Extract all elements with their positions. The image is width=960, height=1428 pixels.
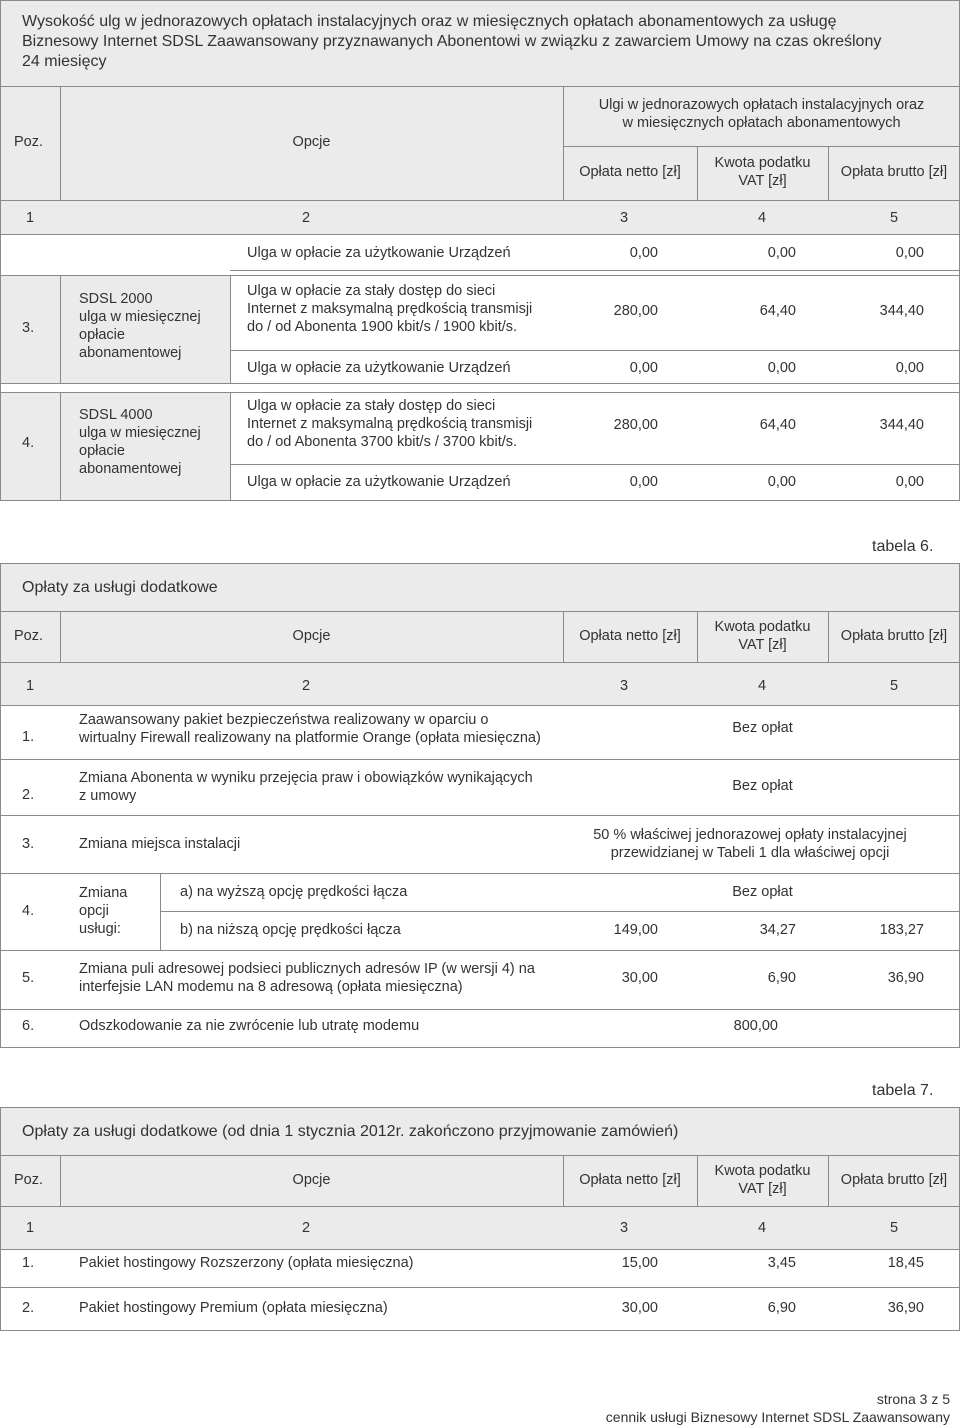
table3-header-opcje: Opcje [292,1172,331,1188]
table3-col-num-1: 1 [26,1220,35,1236]
table1-top-desc: Ulga w opłacie za użytkowanie Urządzeń [247,245,511,261]
table2-r2-poz: 2. [22,787,35,803]
table1-header-netto: Opłata netto [zł] [579,164,681,180]
table1-row4-poz: 4. [22,435,35,451]
table1-row3-brutto-a: 344,40 [879,303,924,319]
table1-header-ulgi: Ulgi w jednorazowych opłatach instalacyjnych oraz w miesięcznych opłatach abonamentowych [598,97,925,131]
table2-r4-a-desc: a) na wyższą opcję prędkości łącza [180,884,408,900]
table1-header-vat: Kwota podatku VAT [zł] [714,155,811,189]
table2-r5-netto: 30,00 [621,970,658,986]
table2-col-num-3: 3 [620,678,629,694]
table3-col-num-3: 3 [620,1220,629,1236]
table2-header-poz: Poz. [14,628,44,644]
table2-col-num-4: 4 [758,678,767,694]
table1-row4-desc-b: Ulga w opłacie za użytkowanie Urządzeń [247,474,511,490]
table1-row3-desc-a: Ulga w opłacie za stały dostęp do sieci Internet z maksymalną prędkością transmisji do / od Abonenta 1900 kbit/s / 1900 kbit/s. [247,283,533,335]
table2-r4-b-vat: 34,27 [759,922,796,938]
table2-header-vat: Kwota podatku VAT [zł] [714,619,811,653]
table3-header-vat: Kwota podatku VAT [zł] [714,1163,811,1197]
table2-header-brutto: Opłata brutto [zł] [840,628,948,644]
table3-col-num-4: 4 [758,1220,767,1236]
table2-r5-poz: 5. [22,970,35,986]
table2-r3-value: 50 % właściwej jednorazowej opłaty instalacyjnej przewidzianej w Tabeli 1 dla właściwej opcji [593,827,907,861]
table1-col-num-4: 4 [758,210,767,226]
table1-row4-option: SDSL 4000 ulga w miesięcznej opłacie abonamentowej [79,407,201,477]
table2-r3-desc: Zmiana miejsca instalacji [79,836,241,852]
table2-r4-a-value: Bez opłat [732,884,793,900]
table2-r4-b-desc: b) na niższą opcję prędkości łącza [180,922,401,938]
table2-title: Opłaty za usługi dodatkowe [22,579,218,596]
table1-row3-brutto-b: 0,00 [895,360,924,376]
table1-row4-netto-a: 280,00 [613,417,658,433]
table3-row1-vat: 3,45 [767,1255,796,1271]
table2-r2-desc: Zmiana Abonenta w wyniku przejęcia praw i obowiązków wynikających z umowy [79,770,533,804]
table2-r1-value: Bez opłat [732,720,793,736]
table3-title: Opłaty za usługi dodatkowe (od dnia 1 stycznia 2012r. zakończono przyjmowanie zamówień) [22,1123,679,1140]
table2-r4-b-brutto: 183,27 [879,922,924,938]
table2-r6-poz: 6. [22,1018,35,1034]
table1-col-num-1: 1 [26,210,35,226]
table1-row3-vat-a: 64,40 [759,303,796,319]
table3-row1-brutto: 18,45 [887,1255,924,1271]
table2-r2-value: Bez opłat [732,778,793,794]
table3-row2-netto: 30,00 [621,1300,658,1316]
table2-col-num-2: 2 [302,678,311,694]
table1-top-vat: 0,00 [767,245,796,261]
table3-label: tabela 7. [872,1082,934,1099]
table1-row3-netto-b: 0,00 [629,360,658,376]
table1-col-num-2: 2 [302,210,311,226]
table1-title: Wysokość ulg w jednorazowych opłatach instalacyjnych oraz w miesięcznych opłatach abonamentowych za usługę Biznesowy Internet SDSL Zaawansowany przyznawanych Abonentowi w związku z zawarciem Umowy na czas określony 24 miesięcy [22,13,882,70]
table2-r5-vat: 6,90 [767,970,796,986]
table3-row2-poz: 2. [22,1300,35,1316]
table1-top-brutto: 0,00 [895,245,924,261]
table3-header-poz: Poz. [14,1172,44,1188]
table1-row3-poz: 3. [22,320,35,336]
table2-r4-b-netto: 149,00 [613,922,658,938]
table2-col-num-1: 1 [26,678,35,694]
table2-r6-value: 800,00 [733,1018,778,1034]
table3-row2-brutto: 36,90 [887,1300,924,1316]
table1-top-netto: 0,00 [629,245,658,261]
table1-row3-netto-a: 280,00 [613,303,658,319]
table3-col-num-5: 5 [890,1220,899,1236]
table3-row1-netto: 15,00 [621,1255,658,1271]
table2-r6-desc: Odszkodowanie za nie zwrócenie lub utratę modemu [79,1018,420,1034]
table3-row1-poz: 1. [22,1255,35,1271]
table2-r5-brutto: 36,90 [887,970,924,986]
table2-r1-poz: 1. [22,729,35,745]
table1-header-opcje: Opcje [292,134,331,150]
table1-header-brutto: Opłata brutto [zł] [840,164,948,180]
table2-r4-poz: 4. [22,903,35,919]
table1-row4-brutto-a: 344,40 [879,417,924,433]
table1-row4-vat-a: 64,40 [759,417,796,433]
table2-header-opcje: Opcje [292,628,331,644]
table3-col-num-2: 2 [302,1220,311,1236]
table2-r3-poz: 3. [22,836,35,852]
table1-col-num-3: 3 [620,210,629,226]
table2-r1-desc: Zaawansowany pakiet bezpieczeństwa realizowany w oparciu o wirtualny Firewall realizowany na platformie Orange (opłata miesięczna) [79,712,541,746]
table3-header-netto: Opłata netto [zł] [579,1172,681,1188]
table3-row1-desc: Pakiet hostingowy Rozszerzony (opłata miesięczna) [79,1255,414,1271]
table3-row2-desc: Pakiet hostingowy Premium (opłata miesięczna) [79,1300,388,1316]
table1-row3-vat-b: 0,00 [767,360,796,376]
table1-row3-option: SDSL 2000 ulga w miesięcznej opłacie abonamentowej [79,291,201,361]
table3-row2-vat: 6,90 [767,1300,796,1316]
table2-col-num-5: 5 [890,678,899,694]
table1-row4-desc-a: Ulga w opłacie za stały dostęp do sieci Internet z maksymalną prędkością transmisji do / od Abonenta 3700 kbit/s / 3700 kbit/s. [247,398,533,450]
table1-row4-netto-b: 0,00 [629,474,658,490]
table1-col-num-5: 5 [890,210,899,226]
table2-r5-desc: Zmiana puli adresowej podsieci publicznych adresów IP (w wersji 4) na interfejsie LAN modemu na 8 adresową (opłata miesięczna) [79,961,535,995]
table1-header-poz: Poz. [14,134,44,150]
table1-row4-brutto-b: 0,00 [895,474,924,490]
footer-page-number: strona 3 z 5 [876,1391,950,1407]
table2-header-netto: Opłata netto [zł] [579,628,681,644]
table2-r4-label: Zmiana opcji usługi: [79,885,128,937]
table3-header-brutto: Opłata brutto [zł] [840,1172,948,1188]
table1-row3-desc-b: Ulga w opłacie za użytkowanie Urządzeń [247,360,511,376]
table1-row4-vat-b: 0,00 [767,474,796,490]
footer-document-name: cennik usługi Biznesowy Internet SDSL Zaawansowany [605,1409,950,1425]
table2-label: tabela 6. [872,538,934,555]
